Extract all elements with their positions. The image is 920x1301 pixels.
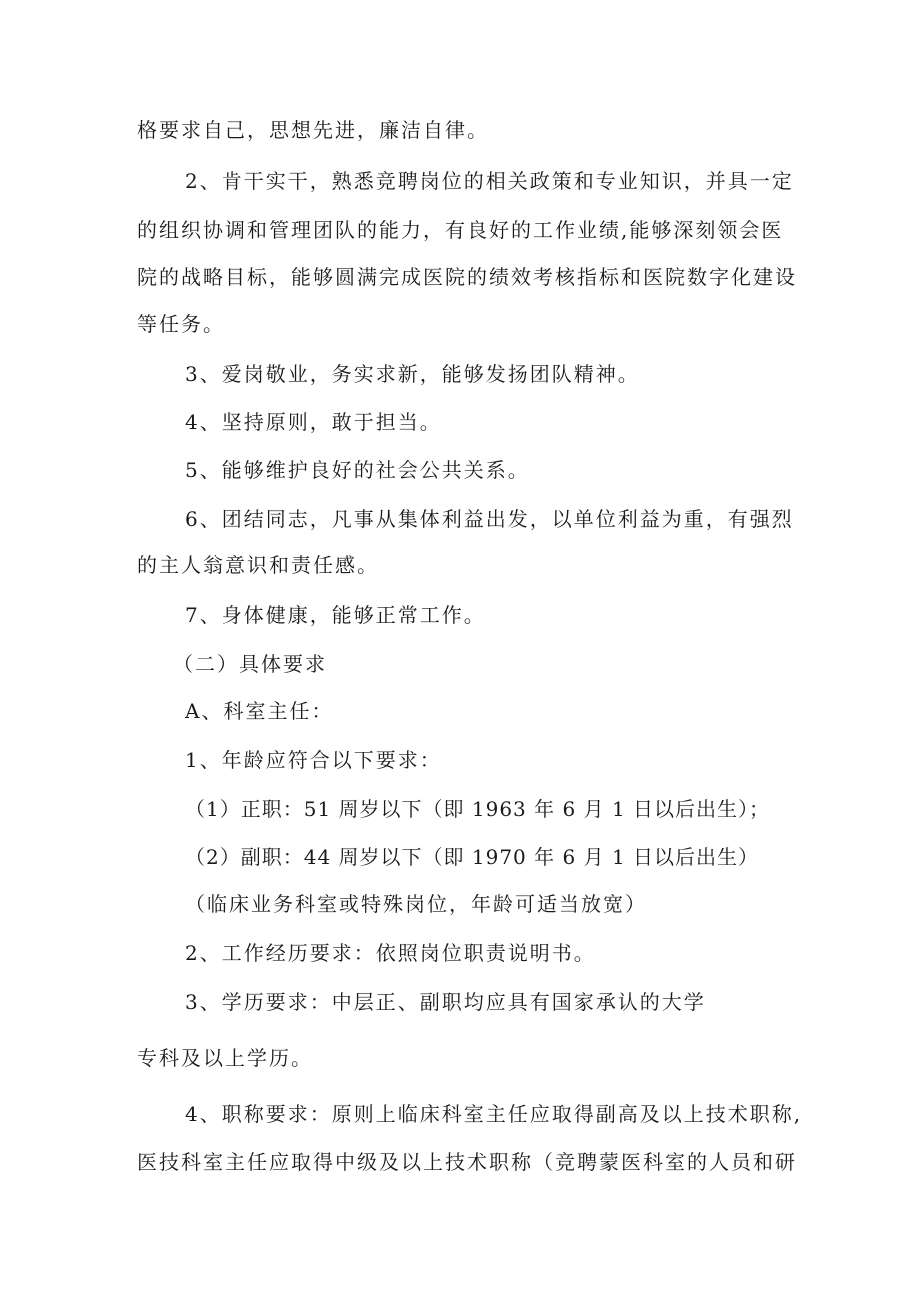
- text-line: 2、工作经历要求：依照岗位职责说明书。: [185, 941, 596, 965]
- text-line: 医技科室主任应取得中级及以上技术职称（竞聘蒙医科室的人员和研: [137, 1150, 797, 1174]
- text-line: 2、肯干实干，熟悉竞聘岗位的相关政策和专业知识，并具一定: [185, 169, 794, 193]
- text-line: 的主人翁意识和责任感。: [137, 553, 379, 577]
- text-line: （1）正职：51 周岁以下（即 1963 年 6 月 1 日以后出生）；: [185, 797, 771, 821]
- text-line: （2）副职：44 周岁以下（即 1970 年 6 月 1 日以后出生）: [185, 845, 760, 869]
- text-line: 的组织协调和管理团队的能力，有良好的工作业绩,能够深刻领会医: [137, 218, 784, 242]
- text-line: （临床业务科室或特殊岗位，年龄可适当放宽）: [185, 892, 647, 916]
- text-line: 3、爱岗敬业，务实求新，能够发扬团队精神。: [185, 362, 640, 386]
- text-line: 5、能够维护良好的社会公共关系。: [185, 458, 530, 482]
- text-line: 格要求自己，思想先进，廉洁自律。: [137, 118, 489, 142]
- subsection-heading: A、科室主任：: [185, 699, 334, 723]
- text-line: 6、团结同志，凡事从集体利益出发，以单位利益为重，有强烈: [185, 507, 794, 531]
- text-line: 7、身体健康，能够正常工作。: [185, 603, 486, 627]
- section-heading: （二）具体要求: [173, 652, 327, 676]
- text-line: 专科及以上学历。: [137, 1046, 313, 1070]
- text-line: 1、年龄应符合以下要求：: [185, 748, 442, 772]
- text-line: 3、学历要求：中层正、副职均应具有国家承认的大学: [185, 990, 706, 1014]
- text-line: 等任务。: [137, 312, 225, 336]
- text-line: 4、职称要求：原则上临床科室主任应取得副高及以上技术职称,: [185, 1102, 803, 1126]
- text-line: 院的战略目标，能够圆满完成医院的绩效考核指标和医院数字化建设: [137, 265, 797, 289]
- text-line: 4、坚持原则，敢于担当。: [185, 410, 442, 434]
